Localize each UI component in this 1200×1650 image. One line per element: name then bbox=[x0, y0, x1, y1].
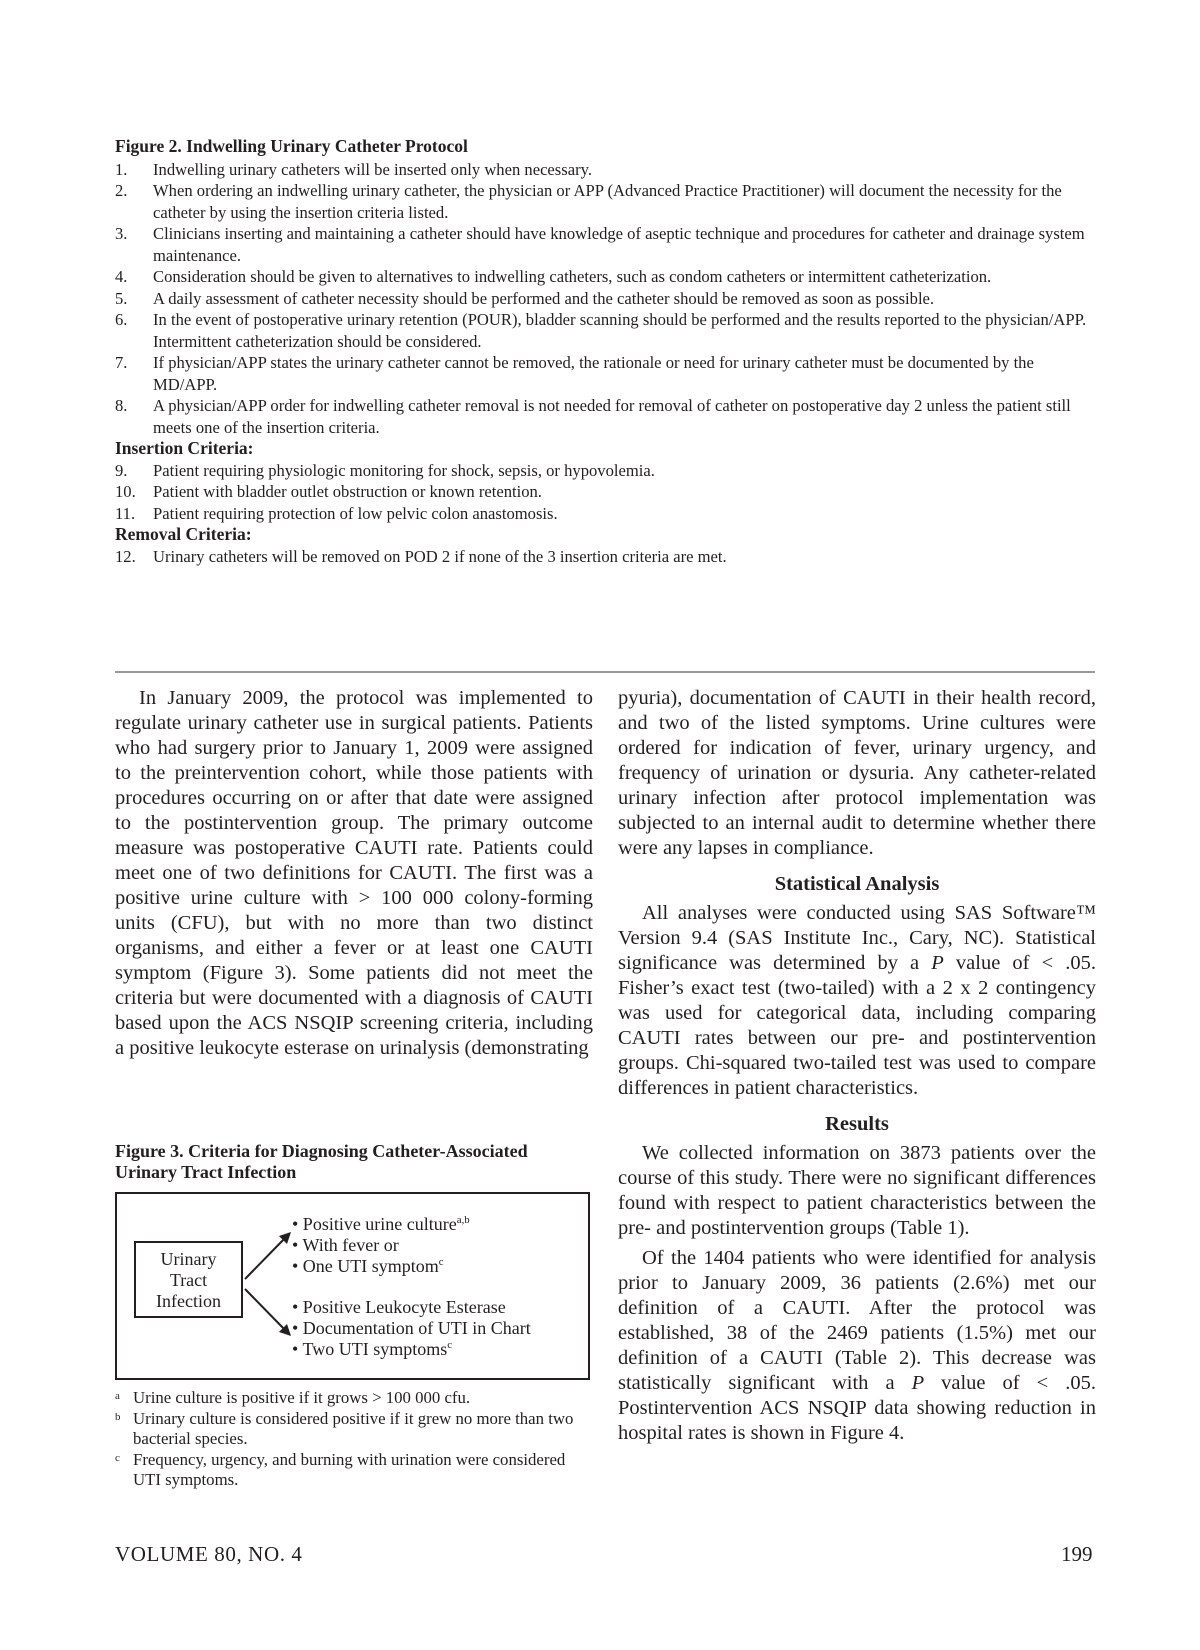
body-paragraph: pyuria), documentation of CAUTI in their health record, and two of the listed symptoms. Urine cultures were ordered for indication of fever, urinary urgency, and frequency of urination or dysuria. Any catheter-related urinary infection after protocol implementation was subjected to an internal audit to determine whether there were any lapses in compliance. bbox=[618, 687, 1096, 859]
figure-3-diagram bbox=[115, 1192, 590, 1380]
item-number: 3. bbox=[115, 224, 128, 243]
protocol-list bbox=[115, 159, 1095, 439]
bullet-text: • With fever or bbox=[292, 1235, 399, 1255]
bullet-superscript: c bbox=[447, 1339, 453, 1351]
body-paragraph: In January 2009, the protocol was implemented to regulate urinary catheter use in surgical patients. Patients who had surgery prior to January 1, 2009 were assigned to the preintervention cohort, while those patients with procedures occurring on or after that date were assigned to the postintervention group. The primary outcome measure was postoperative CAUTI rate. Patients could meet one of two definitions for CAUTI. The first was a positive urine culture with > 100 000 colony-forming units (CFU), but with no more than two distinct organisms, and either a fever or at least one CAUTI symptom (Figure 3). Some patients did not meet the criteria but were documented with a diagnosis of CAUTI based upon the ACS NSQIP screening criteria, including a positive leukocyte esterase on urinalysis (demonstrating bbox=[115, 687, 593, 1059]
footnote-text: Urinary culture is considered positive if it grew no more than two bacterial species. bbox=[133, 1408, 574, 1448]
item-text: Clinicians inserting and maintaining a catheter should have knowledge of aseptic technique and procedures for catheter and drainage system maintenance. bbox=[153, 224, 1085, 265]
footnote-mark: b bbox=[115, 1410, 121, 1423]
p-symbol: P bbox=[931, 952, 944, 974]
body-paragraph bbox=[618, 1246, 1096, 1446]
item-text: Patient with bladder outlet obstruction or known retention. bbox=[153, 482, 542, 501]
branch-arrows bbox=[243, 1224, 293, 1354]
figure-2 bbox=[115, 136, 1095, 567]
footnote-mark: c bbox=[115, 1451, 120, 1464]
item-number: 7. bbox=[115, 353, 128, 372]
criteria-bullet bbox=[292, 1297, 531, 1318]
uti-box-line: Urinary bbox=[160, 1249, 217, 1269]
protocol-item bbox=[115, 503, 1095, 525]
body-paragraph bbox=[618, 901, 1096, 1101]
item-text: Patient requiring physiologic monitoring for shock, sepsis, or hypovolemia. bbox=[153, 460, 655, 480]
arrow-down-line bbox=[245, 1289, 287, 1332]
item-number: 11. bbox=[115, 503, 136, 523]
bullet-superscript: a,b bbox=[456, 1214, 470, 1226]
page-number: 199 bbox=[1061, 1542, 1093, 1566]
p-symbol: P bbox=[911, 1372, 925, 1394]
figure-3 bbox=[115, 1141, 593, 1491]
item-number: 6. bbox=[115, 310, 128, 329]
item-text: If physician/APP states the urinary catheter cannot be removed, the rationale or need for urinary catheter must be documented by the MD/APP. bbox=[153, 353, 1034, 394]
item-number: 9. bbox=[115, 460, 128, 480]
text-run: All analyses were conducted using SAS Software™ Version 9.4 (SAS Institute Inc., Cary, NC). Statistical significance was determined by a bbox=[618, 902, 1096, 974]
item-text: A physician/APP order for indwelling catheter removal is not needed for removal of catheter on postoperative day 2 unless the patient still meets one of the insertion criteria. bbox=[153, 396, 1071, 437]
item-number: 10. bbox=[115, 482, 136, 501]
footnote bbox=[115, 1388, 593, 1409]
removal-criteria-heading: Removal Criteria: bbox=[115, 524, 252, 544]
criteria-bullet bbox=[292, 1214, 470, 1235]
culture-criteria bbox=[292, 1214, 470, 1277]
item-text: When ordering an indwelling urinary catheter, the physician or APP (Advanced Practice Practitioner) will document the necessity for the catheter by using the insertion criteria listed. bbox=[153, 181, 1062, 222]
footnote-text: Frequency, urgency, and burning with urination were considered UTI symptoms. bbox=[133, 1449, 566, 1489]
protocol-item bbox=[115, 288, 1095, 310]
uti-box-line: Infection bbox=[156, 1291, 221, 1311]
bullet-text: • Positive urine culture bbox=[292, 1214, 457, 1234]
left-column bbox=[115, 686, 593, 1061]
arrow-up-line bbox=[245, 1236, 287, 1279]
bullet-text: • Documentation of UTI in Chart bbox=[292, 1318, 531, 1338]
footnote bbox=[115, 1409, 593, 1450]
bullet-superscript: c bbox=[438, 1256, 444, 1268]
item-number: 2. bbox=[115, 181, 128, 200]
text-run: value of < .05. Postintervention ACS NSQIP data showing reduction in hospital rates is shown in Figure 4. bbox=[618, 1372, 1097, 1444]
protocol-item bbox=[115, 395, 1095, 438]
figure-3-title: Figure 3. Criteria for Diagnosing Catheter-Associated Urinary Tract Infection bbox=[115, 1141, 528, 1182]
item-number: 4. bbox=[115, 267, 128, 286]
insertion-criteria-list bbox=[115, 460, 1095, 525]
item-text: Indwelling urinary catheters will be inserted only when necessary. bbox=[153, 159, 592, 179]
figure-3-footnotes bbox=[115, 1388, 593, 1491]
item-number: 5. bbox=[115, 288, 128, 308]
protocol-item bbox=[115, 481, 1095, 503]
removal-criteria-list bbox=[115, 546, 1095, 568]
right-column bbox=[618, 686, 1096, 1446]
esterase-criteria bbox=[292, 1297, 531, 1360]
item-text: A daily assessment of catheter necessity should be performed and the catheter should be removed as soon as possible. bbox=[153, 288, 935, 308]
results-heading: Results bbox=[825, 1113, 889, 1135]
bullet-text: • Two UTI symptoms bbox=[292, 1339, 448, 1359]
journal-volume: VOLUME 80, NO. 4 bbox=[115, 1542, 303, 1566]
insertion-criteria-heading: Insertion Criteria: bbox=[115, 438, 254, 458]
protocol-item bbox=[115, 309, 1095, 352]
criteria-bullet bbox=[292, 1235, 470, 1256]
item-text: In the event of postoperative urinary retention (POUR), bladder scanning should be performed and the results reported to the physician/APP. Intermittent catheterization should be considered. bbox=[153, 310, 1087, 351]
text-run: Of the 1404 patients who were identified for analysis prior to January 2009, 36 patients (2.6%) met our definition of a CAUTI. After the protocol was established, 38 of the 2469 patients (1.5%) met our definition of a CAUTI (Table 2). This decrease was statistically significant with a bbox=[618, 1247, 1096, 1394]
item-text: Urinary catheters will be removed on POD 2 if none of the 3 insertion criteria are met. bbox=[153, 546, 727, 566]
bullet-text: • Positive Leukocyte Esterase bbox=[292, 1297, 506, 1317]
protocol-item bbox=[115, 223, 1095, 266]
bullet-text: • One UTI symptom bbox=[292, 1256, 439, 1276]
uti-box-line: Tract bbox=[169, 1270, 208, 1290]
item-text: Patient requiring protection of low pelvic colon anastomosis. bbox=[153, 503, 558, 523]
protocol-item bbox=[115, 266, 1095, 288]
item-text: Consideration should be given to alternatives to indwelling catheters, such as condom catheters or intermittent catheterization. bbox=[153, 267, 992, 286]
protocol-item bbox=[115, 352, 1095, 395]
uti-box bbox=[134, 1241, 243, 1318]
footnote-mark: a bbox=[115, 1390, 120, 1402]
protocol-item bbox=[115, 159, 1095, 181]
criteria-bullet bbox=[292, 1318, 531, 1339]
criteria-bullet bbox=[292, 1256, 470, 1277]
criteria-bullet bbox=[292, 1339, 531, 1360]
item-number: 12. bbox=[115, 546, 136, 566]
item-number: 8. bbox=[115, 396, 128, 415]
protocol-item bbox=[115, 180, 1095, 223]
text-run: value of < .05. Fisher’s exact test (two-tailed) with a 2 x 2 contingency was used for categorical data, including comparing CAUTI rates between our pre- and postintervention groups. Chi-squared two-tailed test was used to compare differences in patient characteristics. bbox=[618, 952, 1097, 1099]
protocol-item bbox=[115, 546, 1095, 568]
figure-2-title: Figure 2. Indwelling Urinary Catheter Protocol bbox=[115, 136, 468, 156]
footnote-text: Urine culture is positive if it grows > 100 000 cfu. bbox=[133, 1388, 471, 1407]
body-paragraph: We collected information on 3873 patients over the course of this study. There were no significant differences found with respect to patient characteristics between the pre- and postintervention groups (Table 1). bbox=[618, 1142, 1096, 1239]
statistical-analysis-heading: Statistical Analysis bbox=[774, 873, 940, 895]
item-number: 1. bbox=[115, 159, 128, 179]
section-divider bbox=[115, 671, 1095, 673]
footnote bbox=[115, 1450, 593, 1491]
protocol-item bbox=[115, 460, 1095, 482]
